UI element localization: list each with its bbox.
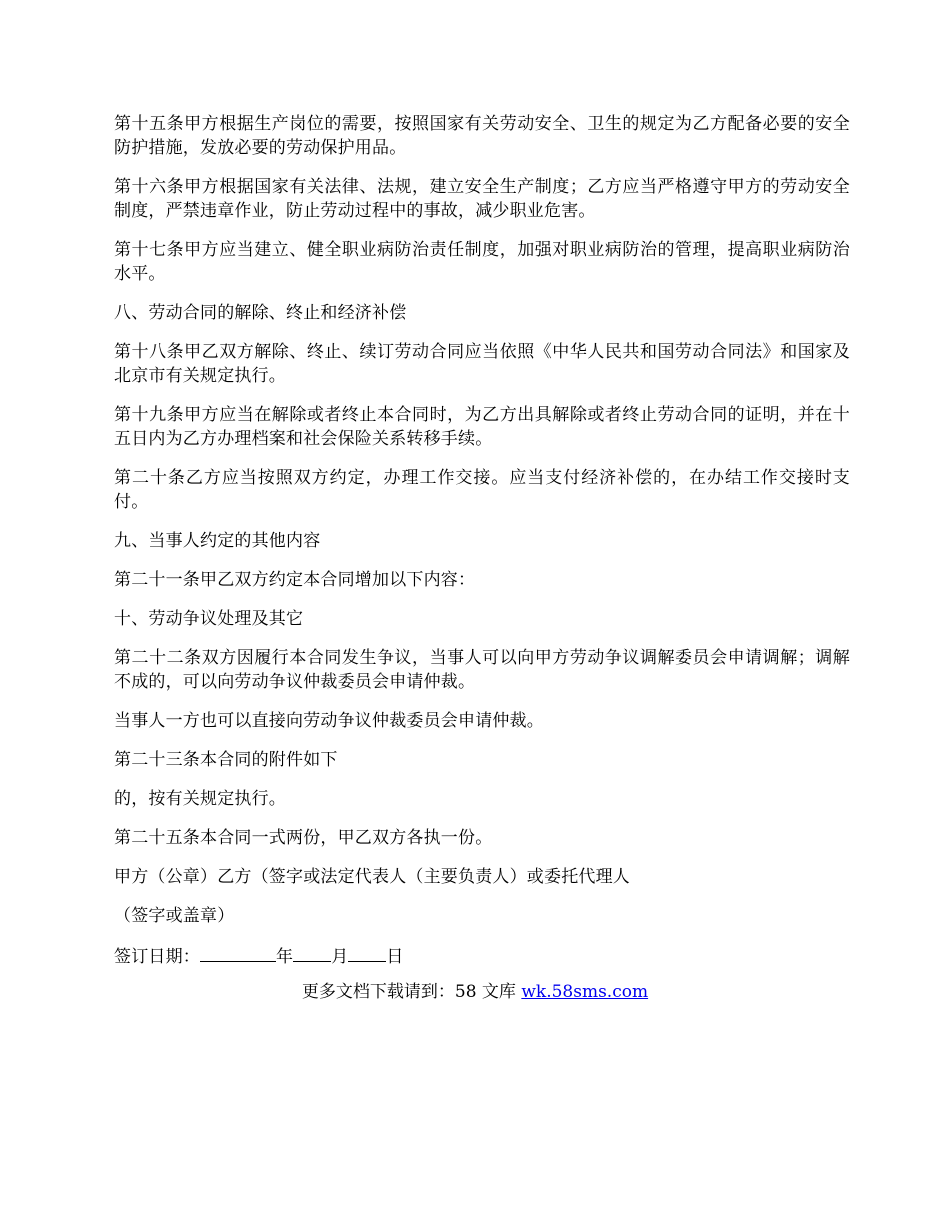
- arbitration-note: 当事人一方也可以直接向劳动争议仲裁委员会申请仲裁。: [114, 711, 544, 731]
- year-blank: [200, 943, 276, 962]
- day-blank: [348, 943, 386, 962]
- footer-text: 更多文档下载请到：58 文库: [301, 982, 522, 1002]
- clause-18: 第十八条甲乙双方解除、终止、续订劳动合同应当依照《中华人民共和国劳动合同法》和国家及北京市有关规定执行。: [114, 342, 850, 386]
- clause-21: 第二十一条甲乙双方约定本合同增加以下内容：: [114, 570, 476, 590]
- section-heading-10: 十、劳动争议处理及其它: [114, 609, 304, 629]
- clause-17: 第十七条甲方应当建立、健全职业病防治责任制度，加强对职业病防治的管理，提高职业病防治水平。: [114, 240, 850, 284]
- section-heading-9: 九、当事人约定的其他内容: [114, 531, 321, 551]
- section-heading-8: 八、劳动合同的解除、终止和经济补偿: [114, 303, 407, 323]
- clause-20: 第二十条乙方应当按照双方约定，办理工作交接。应当支付经济补偿的，在办结工作交接时支付。: [114, 468, 850, 512]
- signature-note: （签字或盖章）: [114, 906, 235, 926]
- footer-link[interactable]: wk.58sms.com: [521, 982, 649, 1002]
- clause-19: 第十九条甲方应当在解除或者终止本合同时，为乙方出具解除或者终止劳动合同的证明，并在十五日内为乙方办理档案和社会保险关系转移手续。: [114, 405, 850, 449]
- clause-25: 第二十五条本合同一式两份，甲乙双方各执一份。: [114, 828, 493, 848]
- clause-15: 第十五条甲方根据生产岗位的需要，按照国家有关劳动安全、卫生的规定为乙方配备必要的安全防护措施，发放必要的劳动保护用品。: [114, 114, 850, 158]
- signing-date: [114, 943, 850, 969]
- document-body: [114, 112, 850, 984]
- month-label: 月: [331, 947, 349, 967]
- day-label: 日: [386, 947, 404, 967]
- signature-parties: 甲方（公章）乙方（签字或法定代表人（主要负责人）或委托代理人: [114, 867, 630, 887]
- download-footer: [0, 980, 950, 1004]
- clause-23: 第二十三条本合同的附件如下: [114, 750, 338, 770]
- execution-note: 的，按有关规定执行。: [114, 789, 286, 809]
- clause-16: 第十六条甲方根据国家有关法律、法规，建立安全生产制度；乙方应当严格遵守甲方的劳动安全制度，严禁违章作业，防止劳动过程中的事故，减少职业危害。: [114, 177, 850, 221]
- year-label: 年: [276, 947, 294, 967]
- clause-22: 第二十二条双方因履行本合同发生争议，当事人可以向甲方劳动争议调解委员会申请调解；调解不成的，可以向劳动争议仲裁委员会申请仲裁。: [114, 648, 850, 692]
- signing-date-label: 签订日期：: [114, 947, 200, 967]
- month-blank: [293, 943, 331, 962]
